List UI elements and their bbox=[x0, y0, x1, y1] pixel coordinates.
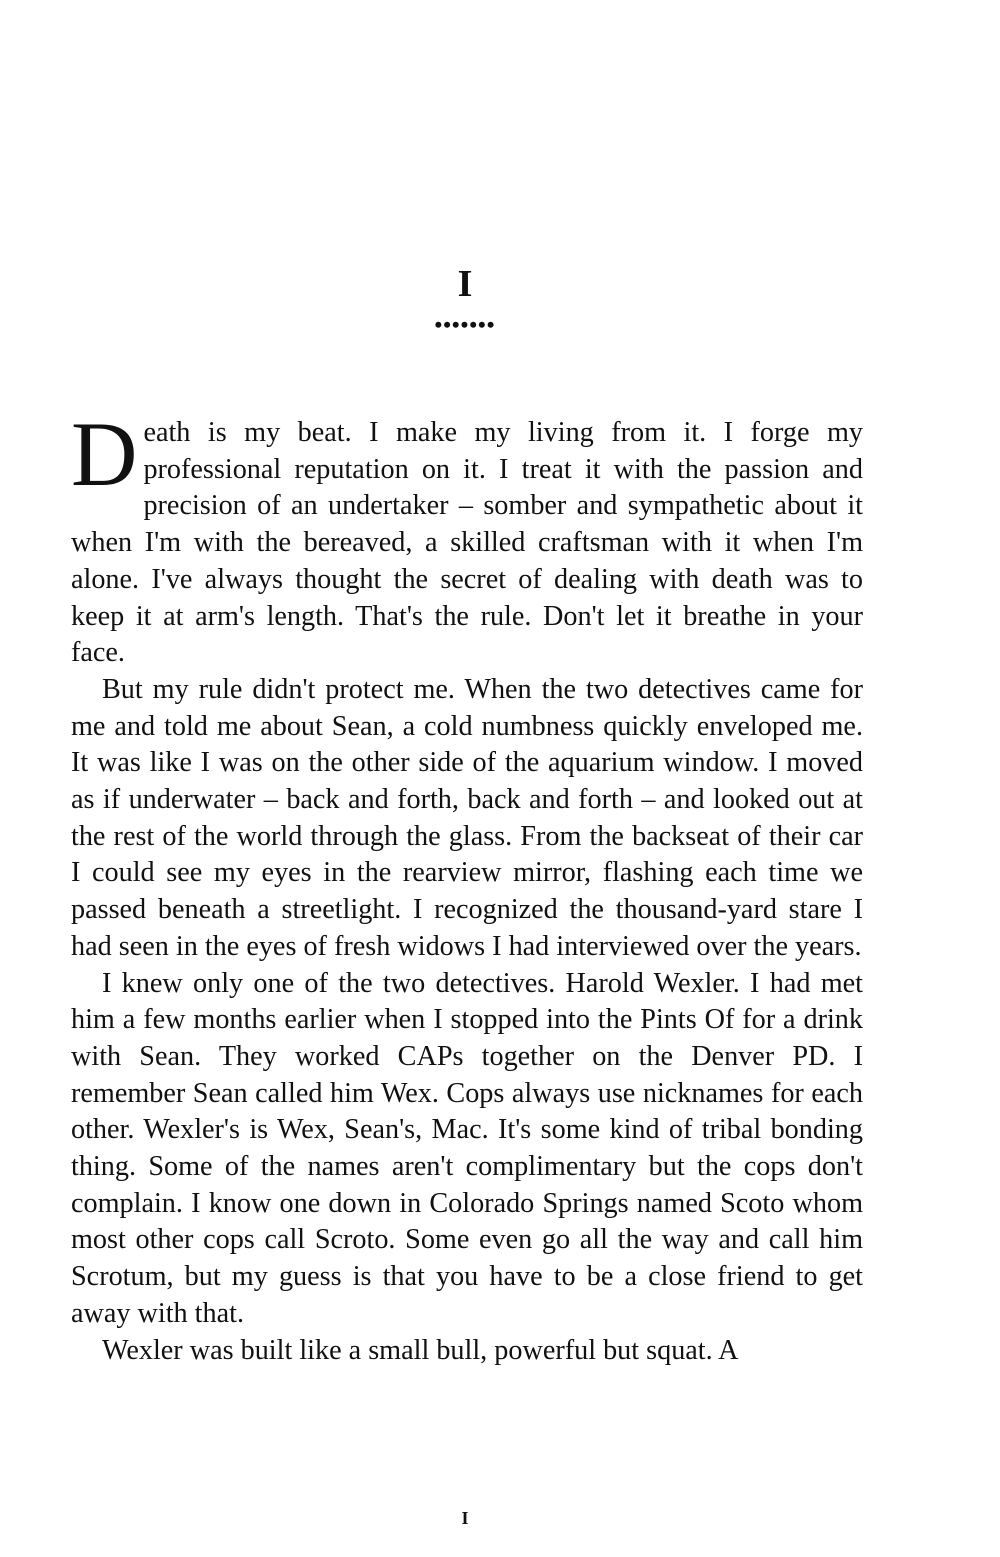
paragraph-1-text: eath is my beat. I make my living from it. I forge my professional reputation on it. I treat it with the passion and precision of an undertaker – somber and sympathetic about it when I'm with the bereaved, a skilled craftsman with it when I'm alone. I've always thought the secret of dealing with death was to keep it at arm's length. That's the rule. Don't let it breathe in your face. bbox=[71, 417, 863, 669]
chapter-ornament: ••••••• bbox=[434, 312, 496, 337]
chapter-number: I bbox=[457, 263, 473, 305]
paragraph-2: But my rule didn't protect me. When the two detectives came for me and told me about Sean, a cold numbness quickly enveloped me. It was like I was on the other side of the aquarium window. I moved as if underwater – back and forth, back and forth – and looked out at the rest of the world through the glass. From the backseat of their car I could see my eyes in the rearview mirror, flashing each time we passed beneath a streetlight. I recognized the thousand-yard stare I had seen in the eyes of fresh widows I had interviewed over the years. bbox=[71, 673, 863, 962]
drop-cap: D bbox=[71, 403, 138, 505]
paragraph-4: Wexler was built like a small bull, powerful but squat. A bbox=[102, 1334, 739, 1366]
paragraph-1 bbox=[71, 403, 863, 672]
paragraph-3: I knew only one of the two detectives. Harold Wexler. I had met him a few months earlier when I stopped into the Pints Of for a drink with Sean. They worked CAPs together on the Denver PD. I remember Sean called him Wex. Cops always use nicknames for each other. Wexler's is Wex, Sean's, Mac. It's some kind of tribal bonding thing. Some of the names aren't complimentary but the cops don't complain. I know one down in Colorado Springs named Scoto whom most other cops call Scroto. Some even go all the way and call him Scrotum, but my guess is that you have to be a close friend to get away with that. bbox=[71, 967, 863, 1329]
page-number: I bbox=[461, 1508, 469, 1528]
body-text bbox=[71, 403, 863, 1369]
